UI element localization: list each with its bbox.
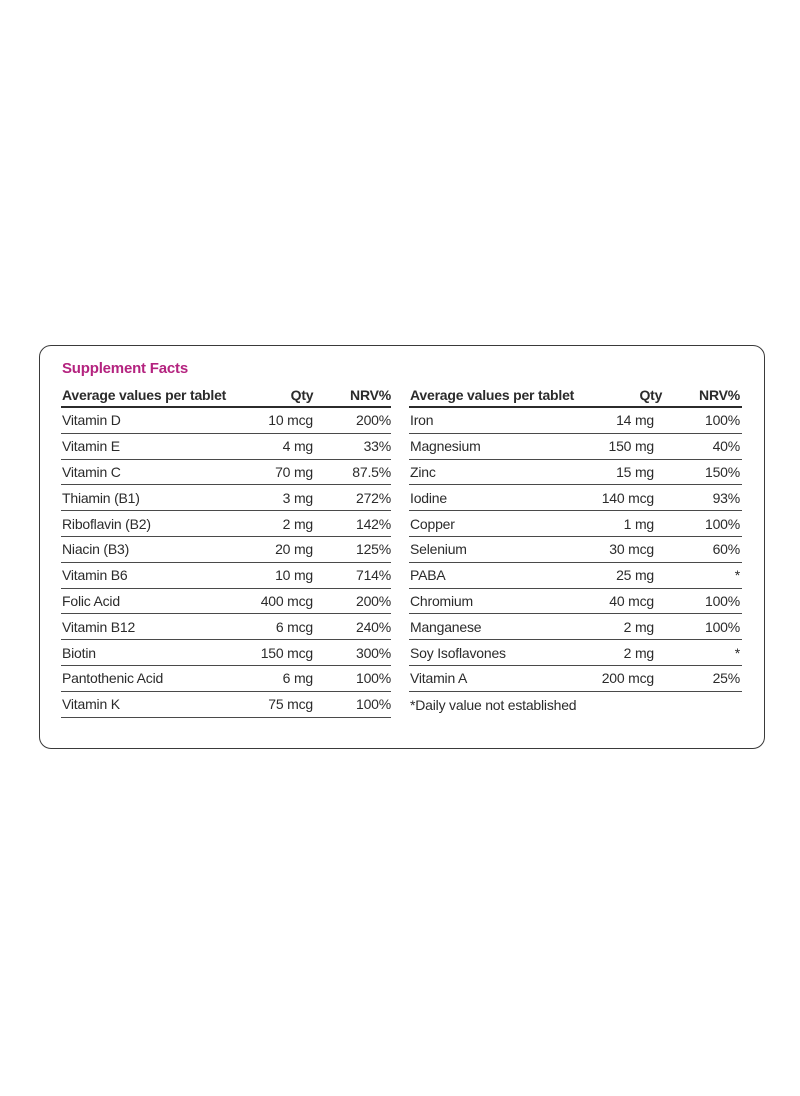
nutrient-qty: 30 mcg (609, 541, 654, 558)
nutrient-nrv: 714% (355, 567, 391, 584)
nutrient-qty: 70 mg (275, 463, 313, 480)
footnote-text: *Daily value not established (410, 696, 577, 713)
table-row (409, 640, 742, 666)
nutrient-qty: 40 mcg (609, 592, 654, 609)
table-row (61, 511, 391, 537)
table-row (61, 589, 391, 615)
nutrient-name: Vitamin B12 (62, 618, 136, 635)
nutrient-qty: 200 mcg (601, 670, 654, 687)
nutrient-qty: 2 mg (623, 644, 654, 661)
nutrient-nrv: 272% (355, 489, 391, 506)
nutrient-name: Vitamin A (410, 670, 468, 687)
table-row (61, 408, 391, 434)
table-row (61, 434, 391, 460)
nutrient-nrv: 200% (355, 592, 391, 609)
nutrient-name: Zinc (410, 463, 436, 480)
nutrient-qty: 15 mg (616, 463, 654, 480)
header-name: Average values per tablet (410, 387, 575, 403)
footnote-row (409, 692, 742, 718)
table-row (409, 614, 742, 640)
nutrient-qty: 10 mcg (268, 412, 313, 429)
nutrient-name: PABA (410, 567, 446, 584)
nutrient-name: Pantothenic Acid (62, 670, 164, 687)
nutrient-qty: 140 mcg (601, 489, 654, 506)
table-row (409, 537, 742, 563)
table-row (61, 692, 391, 718)
table-row (61, 666, 391, 692)
header-qty: Qty (290, 387, 314, 403)
nutrient-nrv: 240% (355, 618, 391, 635)
nutrient-name: Thiamin (B1) (62, 489, 140, 506)
table-row (409, 589, 742, 615)
nutrient-nrv: 300% (355, 644, 391, 661)
table-row (409, 485, 742, 511)
nutrient-qty: 14 mg (616, 412, 654, 429)
nutrient-name: Manganese (410, 618, 482, 635)
nutrient-name: Iodine (410, 489, 447, 506)
nutrient-nrv: 150% (704, 463, 740, 480)
left-nutrient-table (61, 384, 391, 718)
nutrient-nrv: 100% (704, 618, 740, 635)
nutrient-name: Vitamin B6 (62, 567, 128, 584)
nutrient-qty: 400 mcg (260, 592, 313, 609)
nutrient-nrv: 40% (712, 438, 740, 455)
nutrient-nrv: 33% (363, 438, 391, 455)
table-row (409, 408, 742, 434)
nutrient-nrv: 25% (712, 670, 740, 687)
nutrient-nrv: 87.5% (352, 463, 391, 480)
nutrient-nrv: 200% (355, 412, 391, 429)
nutrient-nrv: 60% (712, 541, 740, 558)
nutrient-qty: 6 mg (282, 670, 313, 687)
nutrient-nrv: 142% (355, 515, 391, 532)
nutrient-nrv: 125% (355, 541, 391, 558)
nutrient-name: Vitamin E (62, 438, 120, 455)
nutrient-name: Vitamin C (62, 463, 121, 480)
nutrient-name: Niacin (B3) (62, 541, 130, 558)
nutrient-qty: 150 mcg (260, 644, 313, 661)
nutrient-nrv: * (734, 567, 740, 584)
supplement-facts-panel (39, 345, 765, 749)
nutrient-nrv: 100% (704, 515, 740, 532)
table-row (409, 460, 742, 486)
table-header-row (61, 384, 391, 408)
right-nutrient-table (409, 384, 742, 718)
table-row (409, 434, 742, 460)
nutrient-name: Vitamin K (62, 696, 120, 713)
nutrient-qty: 2 mg (282, 515, 313, 532)
table-row (61, 485, 391, 511)
nutrient-qty: 3 mg (282, 489, 313, 506)
nutrient-qty: 1 mg (623, 515, 654, 532)
nutrient-name: Selenium (410, 541, 467, 558)
table-row (61, 563, 391, 589)
table-row (409, 511, 742, 537)
nutrient-name: Vitamin D (62, 412, 121, 429)
table-row (61, 640, 391, 666)
header-name: Average values per tablet (62, 387, 227, 403)
nutrient-name: Soy Isoflavones (410, 644, 506, 661)
nutrient-qty: 4 mg (282, 438, 313, 455)
nutrient-qty: 75 mcg (268, 696, 313, 713)
table-header-row (409, 384, 742, 408)
nutrient-name: Magnesium (410, 438, 481, 455)
nutrient-qty: 6 mcg (275, 618, 313, 635)
nutrient-name: Biotin (62, 644, 96, 661)
header-nrv: NRV% (350, 387, 391, 403)
header-nrv: NRV% (699, 387, 740, 403)
nutrient-nrv: 100% (704, 412, 740, 429)
nutrient-name: Folic Acid (62, 592, 120, 609)
nutrient-qty: 2 mg (623, 618, 654, 635)
table-row (409, 666, 742, 692)
nutrient-nrv: 100% (355, 696, 391, 713)
nutrient-nrv: 100% (355, 670, 391, 687)
nutrient-name: Chromium (410, 592, 473, 609)
nutrient-qty: 20 mg (275, 541, 313, 558)
header-qty: Qty (639, 387, 663, 403)
nutrient-qty: 25 mg (616, 567, 654, 584)
table-row (61, 537, 391, 563)
table-row (61, 614, 391, 640)
nutrient-name: Iron (410, 412, 434, 429)
nutrient-qty: 10 mg (275, 567, 313, 584)
nutrient-nrv: * (734, 644, 740, 661)
nutrient-nrv: 93% (712, 489, 740, 506)
nutrient-qty: 150 mg (608, 438, 654, 455)
nutrient-nrv: 100% (704, 592, 740, 609)
table-row (61, 460, 391, 486)
nutrient-name: Riboflavin (B2) (62, 515, 151, 532)
supplement-facts-title: Supplement Facts (62, 360, 188, 377)
table-row (409, 563, 742, 589)
nutrient-name: Copper (410, 515, 455, 532)
